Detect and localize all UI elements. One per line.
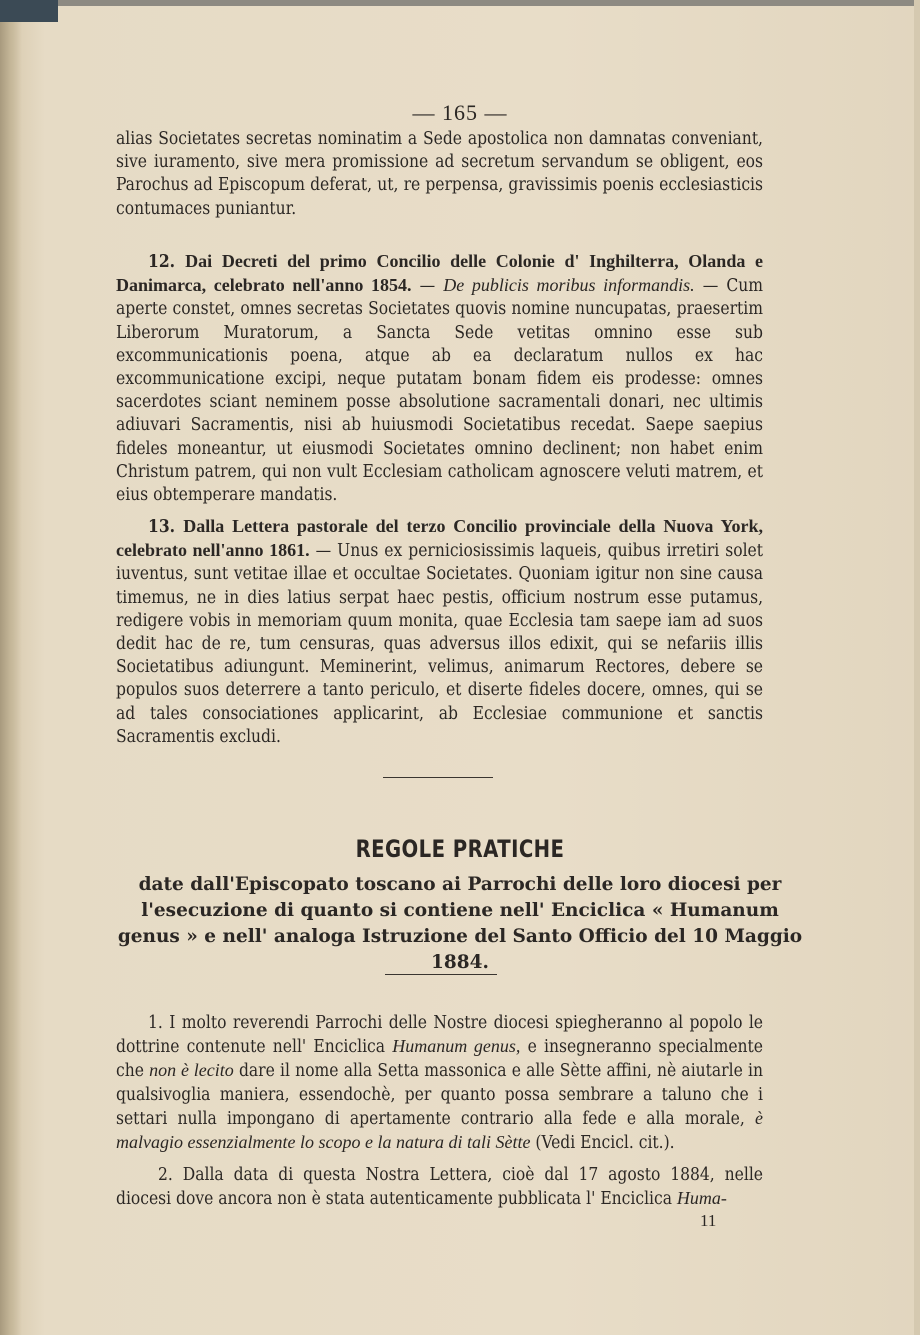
page-binding-shadow — [0, 0, 22, 1335]
divider-rule-top — [383, 777, 493, 778]
intro-paragraph — [116, 128, 763, 221]
rule-2-paragraph — [116, 1164, 763, 1211]
rule-1-paragraph — [116, 1012, 763, 1155]
section-13-number: 13. — [148, 517, 176, 537]
rule-2-text-a: 2. Dalla data di questa Nostra Lettera, cioè dal 17 agosto 1884, nelle diocesi dove ancora non è stata autenticamente pubblicata l' Enciclica — [116, 1165, 763, 1210]
rule-1-italic-b: Humanum genus, — [392, 1036, 521, 1057]
intro-text: alias Societates secretas nominatim a Sede apostolica non damnatas conveniant, sive iuramento, sive mera promissione ad secretum servandum se obligent, eos Parochus ad Episcopum deferat, ut, re perpensa, gravissimis poenis ecclesiasticis contumaces puniantur. — [116, 129, 763, 219]
section-12-dash: — — [411, 276, 444, 297]
page-number: — 165 — — [412, 100, 508, 125]
rule-1-text-a: 1. I molto reverendi Parrochi delle Nostre diocesi spiegheranno al popolo le dottrine contenute nell' Enciclica — [116, 1013, 763, 1058]
rule-1-italic-d: non è lecito — [149, 1060, 234, 1081]
page-top-corner — [0, 0, 58, 22]
rule-1-italic-f: è malvagio essenzialmente lo scopo e la natura di tali Sètte — [116, 1107, 763, 1153]
section-13-body: — Unus ex perniciosissimis laqueis, quibus irretiri solet iuventus, sunt vetitae illae et occultae Societates. Quoniam igitur non sine causa timemus, ne in dies latius serpat haec pestis, officium nostrum esse putamus, redigere vobis in memoriam quum monita, quae Ecclesia tam saepe iam ad suos dedit hac de re, tum censuras, quas adversus illos edixit, qui se nefariis illis Societatibus adiungunt. Meminerint, velimus, animarum Rectores, debere se populos suos deterrere a tanto periculo, et diserte fideles docere, omnes, qui se ad tales consociationes applicarint, ab Ecclesiae communione et sanctis Sacramentis excludi. — [116, 541, 763, 747]
section-12-number: 12. — [148, 252, 176, 272]
regole-title: REGOLE PRATICHE — [355, 835, 565, 863]
divider-rule-bottom — [385, 974, 497, 975]
rule-1-text-c: e insegneranno specialmente che — [116, 1037, 763, 1082]
page-right-edge — [914, 0, 920, 1335]
rule-2-italic-b: Huma- — [676, 1188, 727, 1209]
section-13-heading: Dalla Lettera pastorale del terzo Concilio provinciale della Nuova York, celebrato nell'anno 1861. — [116, 516, 763, 561]
rule-1-text-e: dare il nome alla Setta massonica e alle Sètte affini, nè aiutarle in qualsivoglia maniera, essendochè, per quanto possa sembrare a taluno che i settari nulla impongano di apertamente contrario alla fede e alla morale, — [116, 1061, 763, 1129]
rule-1-text-g: (Vedi Encicl. cit.). — [530, 1133, 675, 1154]
page-top-edge — [0, 0, 920, 6]
section-13-paragraph — [116, 515, 763, 749]
section-12-heading: Dai Decreti del primo Concilio delle Colonie d' Inghilterra, Olanda e Danimarca, celebrato nell'anno 1854. — [116, 251, 763, 296]
section-12-italic: De publicis moribus informandis. — [443, 275, 695, 296]
regole-subtitle: date dall'Episcopato toscano ai Parrochi delle loro diocesi per l'esecuzione di quanto si contiene nell' Enciclica « Humanum genus » e nell' analoga Istruzione del Santo Officio del 10 Maggio 1884. — [117, 874, 803, 973]
section-12-paragraph — [116, 250, 763, 507]
footer-signature-number: 11 — [700, 1211, 717, 1230]
section-12-body: — Cum aperte constet, omnes secretas Societates quovis nomine nuncupatas, praesertim Liberorum Muratorum, a Sancta Sede vetitas omnino esse sub excommunicationis poena, atque ab ea declaratum nullos ex hac excommunicatione excipi, neque putatam bonam fidem eis prodesse: omnes sacerdotes sciant neminem posse absolutione sacramentali donari, nec ultimis adiuvari Sacramentis, nisi ab huiusmodi Societatibus recedat. Saepe saepius fideles moneantur, ut eiusmodi Societates omnino declinent; non habet enim Christum patrem, qui non vult Ecclesiam catholicam agnoscere veluti matrem, et eius obtemperare mandatis. — [116, 276, 763, 506]
